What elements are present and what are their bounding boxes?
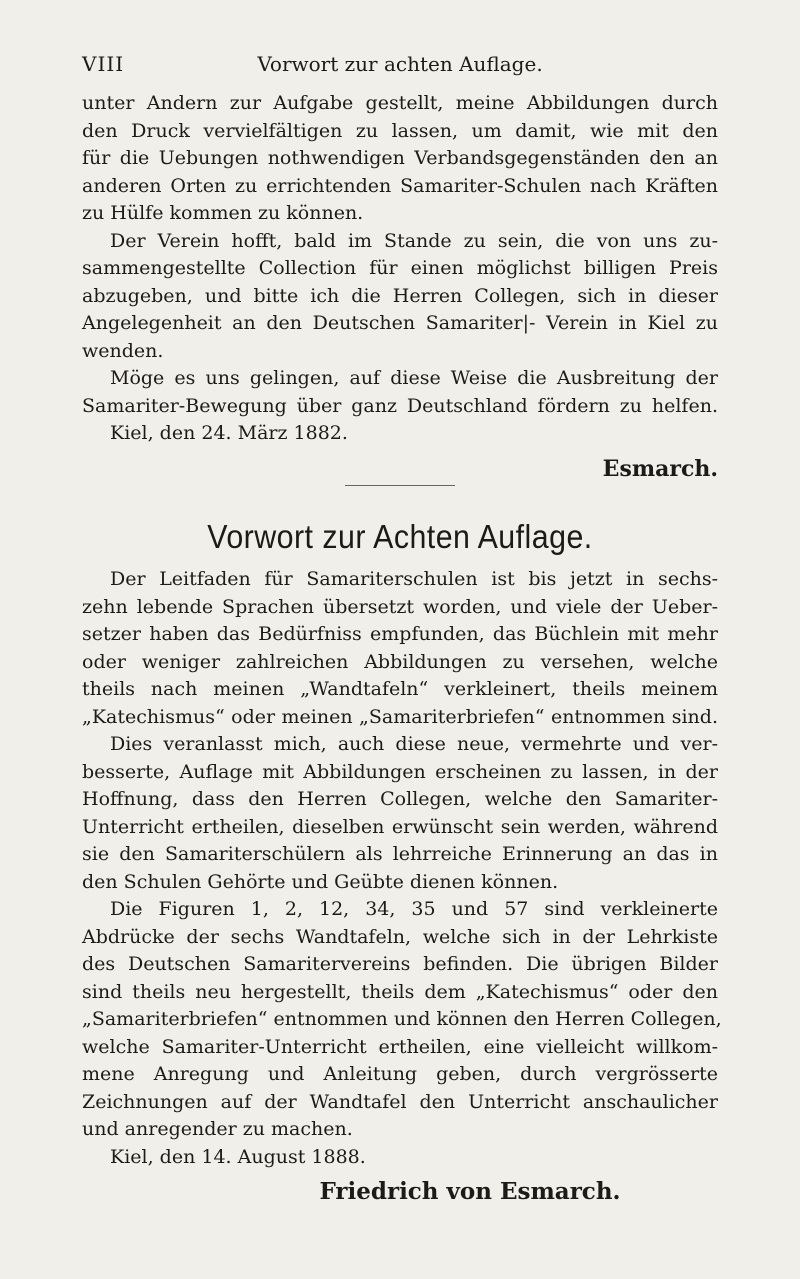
place-date-line: Kiel, den 14. August 1888. [110,1145,366,1168]
place-date-line: Kiel, den 24. März 1882. [110,422,348,444]
text-line: sie den Samariterschülern als lehrreiche Erinnerung an das in [82,843,718,865]
text-line: setzer haben das Bedürfniss empfunden, das Büchlein mit mehr [82,623,718,645]
text-line: Samariter-Bewegung über ganz Deutschland fördern zu helfen. [82,394,718,417]
text-line: Der Verein hofft, bald im Stande zu sein, die von uns zu- [110,229,718,252]
signature: Esmarch. [602,455,718,482]
section-title: Vorwort zur Achten Auflage. [207,518,593,555]
text-line: unter Andern zur Aufgabe gestellt, meine Abbildungen durch [82,92,718,114]
section-divider [345,485,455,486]
page-number: VIII [82,52,125,76]
text-line: Der Leitfaden für Samariterschulen ist bis jetzt in sechs- [110,568,718,590]
text-line: besserte, Auflage mit Abbildungen erscheinen zu lassen, in der [82,760,718,783]
text-line: abzugeben, und bitte ich die Herren Collegen, sich in dieser [82,284,718,307]
text-line: oder weniger zahlreichen Abbildungen zu versehen, welche [82,650,718,673]
text-line: Möge es uns gelingen, auf diese Weise die Ausbreitung der [110,367,718,389]
text-line: „Katechismus“ oder meinen „Samariterbriefen“ entnommen sind. [82,705,718,728]
text-line: des Deutschen Samaritervereins befinden. Die übrigen Bilder [82,953,718,975]
text-line: für die Uebungen nothwendigen Verbandsgegenständen den an [82,147,718,169]
text-line: mene Anregung und Anleitung geben, durch vergrösserte [82,1063,718,1085]
text-line: wenden. [82,339,164,362]
text-line: den Druck vervielfältigen zu lassen, um damit, wie mit den [82,119,718,142]
text-line: sind theils neu hergestellt, theils dem „Katechismus“ oder den [82,980,718,1003]
text-line: Die Figuren 1, 2, 12, 34, 35 und 57 sind verkleinerte [110,898,718,920]
text-line: und anregender zu machen. [82,1118,353,1140]
running-head: Vorwort zur achten Auflage. [257,52,543,76]
text-line: Angelegenheit an den Deutschen Samariter|- Verein in Kiel zu [82,312,718,334]
preface-continuation [82,90,718,486]
text-line: Abdrücke der sechs Wandtafeln, welche sich in der Lehrkiste [82,925,718,948]
text-line: anderen Orten zu errichtenden Samariter-Schulen nach Kräften [82,174,718,197]
page-header [82,52,718,82]
text-line: welche Samariter-Unterricht ertheilen, eine vielleicht willkom- [82,1035,718,1058]
text-line: theils nach meinen „Wandtafeln“ verkleinert, theils meinem [82,678,718,700]
text-line: zehn lebende Sprachen übersetzt worden, und viele der Ueber- [82,595,718,618]
signature: Friedrich von Esmarch. [319,1178,621,1205]
text-line: Zeichnungen auf der Wandtafel den Unterricht anschaulicher [82,1090,718,1113]
eighth-edition-preface [82,566,722,1209]
text-line: Hoffnung, dass den Herren Collegen, welche den Samariter- [82,788,718,810]
text-line: Dies veranlasst mich, auch diese neue, vermehrte und ver- [110,733,718,755]
text-line: zu Hülfe kommen zu können. [82,202,364,224]
text-line: Unterricht ertheilen, dieselben erwünscht sein werden, während [82,815,718,838]
text-line: sammengestellte Collection für einen möglichst billigen Preis [82,257,718,279]
text-line: „Samariterbriefen“ entnommen und können den Herren Collegen, [82,1008,722,1030]
text-line: den Schulen Gehörte und Geübte dienen können. [82,870,559,893]
